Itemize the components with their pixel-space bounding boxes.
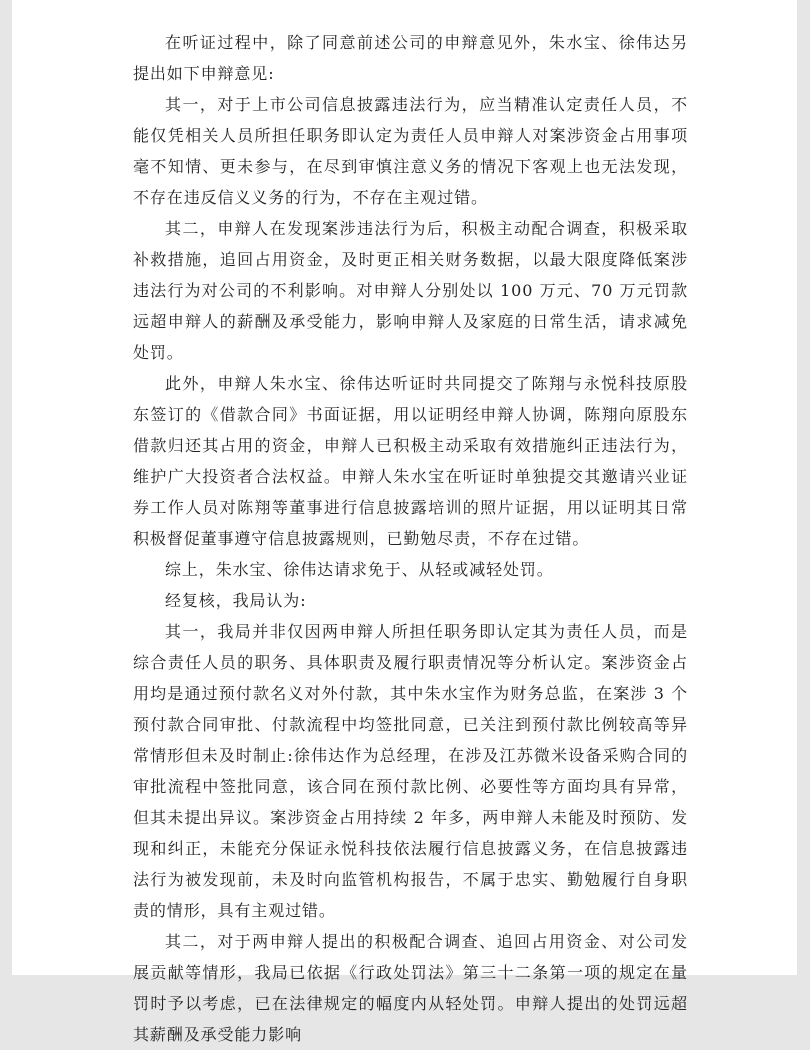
paragraph-evidence-submitted: 此外，申辩人朱水宝、徐伟达听证时共同提交了陈翔与永悦科技原股东签订的《借款合同》书面证据，用以证明经申辩人协调，陈翔向原股东借款归还其占用的资金，申辩人已积极主动采取有效措施纠正违法行为，维护广大投资者合法权益。申辩人朱水宝在听证时单独提交其邀请兴业证券工作人员对陈翔等董事进行信息披露培训的照片证据，用以证明其日常积极督促董事遵守信息披露规则，已勤勉尽责，不存在过错。	[133, 374, 688, 548]
document-page	[12, 0, 797, 1044]
paragraph-review-point-1: 其一，我局并非仅因两申辩人所担任职务即认定其为责任人员，而是综合责任人员的职务、具体职责及履行职责情况等分析认定。案涉资金占用均是通过预付款名义对外付款，其中朱水宝作为财务总监，在案涉 3 个预付款合同审批、付款流程中均签批同意，已关注到预付款比例较高等异常情形但未及时制止:徐伟达作为总经理，在涉及江苏微米设备采购合同的审批流程中签批同意，该合同在预付款比例、必要性等方面均具有异常，但其未提出异议。案涉资金占用持续 2 年多，两申辩人未能及时预防、发现和纠正，未能充分保证永悦科技依法履行信息披露义务，在信息披露违法行为被发现前，未及时向监管机构报告，不属于忠实、勤勉履行自身职责的情形，具有主观过错。	[133, 622, 688, 920]
paragraph-defense-point-1: 其一，对于上市公司信息披露违法行为，应当精准认定责任人员，不能仅凭相关人员所担任职务即认定为责任人员申辩人对案涉资金占用事项毫不知情、更未参与，在尽到审慎注意义务的情况下客观上也无法发现，不存在违反信义义务的行为，不存在主观过错。	[133, 95, 688, 207]
paragraph-review-point-2: 其二，对于两申辩人提出的积极配合调查、追回占用资金、对公司发展贡献等情形，我局已依据《行政处罚法》第三十二条第一项的规定在量罚时予以考虑，已在法律规定的幅度内从轻处罚。申辩人提出的处罚远超其薪酬及承受能力影响	[133, 932, 688, 1044]
document-body	[133, 27, 688, 1050]
paragraph-hearing-intro: 在听证过程中，除了同意前述公司的申辩意见外，朱水宝、徐伟达另提出如下申辩意见:	[133, 33, 688, 83]
paragraph-defense-point-2: 其二，申辩人在发现案涉违法行为后，积极主动配合调查，积极采取补救措施，追回占用资金，及时更正相关财务数据，以最大限度降低案涉违法行为对公司的不利影响。对申辩人分别处以 100 万元、70 万元罚款远超申辩人的薪酬及承受能力，影响申辩人及家庭的日常生活，请求减免处罚。	[133, 219, 688, 362]
paragraph-review-intro: 经复核，我局认为:	[165, 591, 307, 610]
paragraph-summary-request: 综上，朱水宝、徐伟达请求免于、从轻或减轻处罚。	[165, 560, 554, 579]
